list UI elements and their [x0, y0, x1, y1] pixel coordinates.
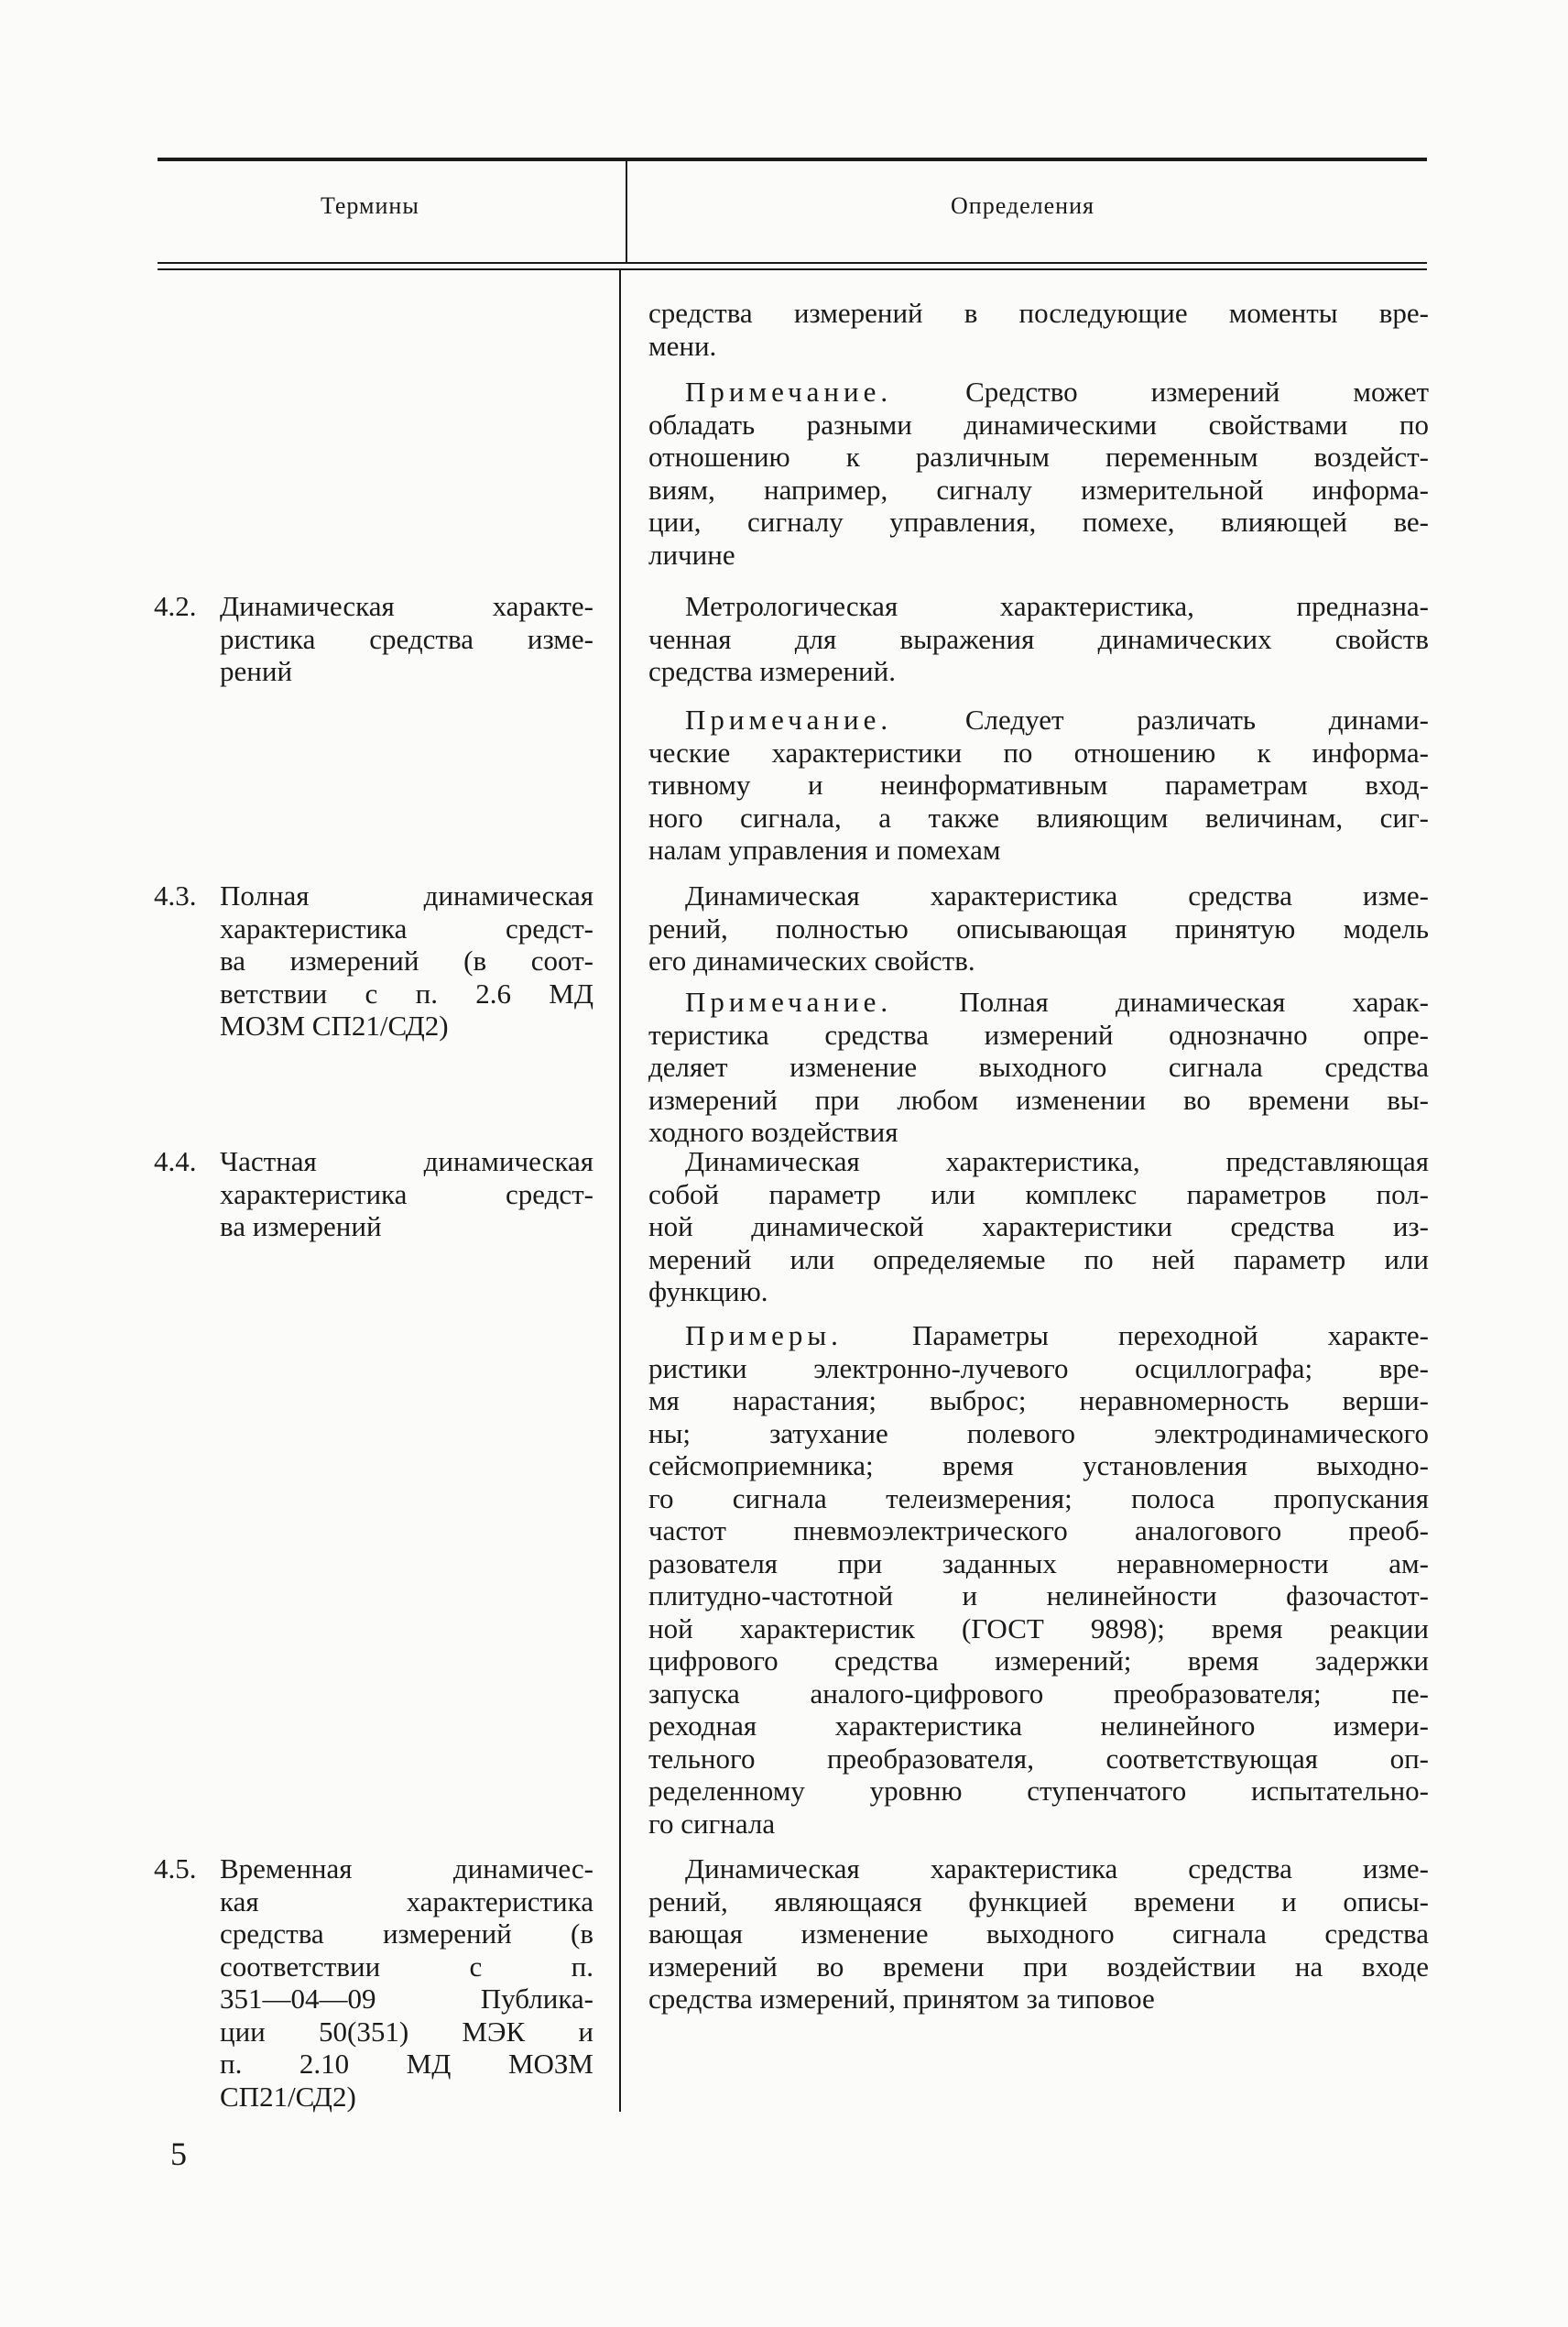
note-line: частот пневмоэлектрического аналогового преоб-	[648, 1514, 1429, 1546]
term-line: п. 2.10 МД МОЗМ	[220, 2048, 593, 2080]
term-4-3	[154, 879, 593, 1043]
def-line: ной динамической характеристики средства из-	[648, 1210, 1429, 1242]
note-line: сейсмоприемника; время установления выходно-	[648, 1449, 1429, 1481]
def-line: средства измерений.	[648, 655, 896, 687]
term-line: Частная динамическая	[220, 1145, 593, 1177]
term-number: 4.4.	[154, 1145, 197, 1177]
note-line: ходного воздействия	[648, 1116, 898, 1148]
note-line: обладать разными динамическими свойствами по	[648, 408, 1429, 441]
note-block	[648, 376, 1429, 571]
header-bottom-rule-double	[158, 268, 1427, 270]
note-line: налам управления и помехам	[648, 834, 1001, 866]
term-line: Полная динамическая	[220, 879, 593, 912]
definition-4-3	[648, 879, 1429, 978]
definition-continuation	[648, 297, 1429, 362]
note-4-3	[648, 986, 1429, 1149]
term-line: соответствии с п.	[220, 1950, 593, 1983]
def-line: Динамическая характеристика средства изме-	[685, 1852, 1429, 1885]
definition-4-2	[648, 590, 1429, 688]
examples-4-4	[648, 1319, 1429, 1840]
note-line: ределенному уровню ступенчатого испытательно-	[648, 1775, 1429, 1807]
note-line: разователя при заданных неравномерности ам-	[648, 1546, 1429, 1579]
def-line: ченная для выражения динамических свойств	[648, 622, 1429, 655]
term-line: ва измерений (в соот-	[220, 945, 593, 977]
def-line: измерений во времени при воздействии на входе	[648, 1950, 1429, 1983]
page-number: 5	[170, 2136, 187, 2172]
def-line: средства измерений, принятом за типовое	[648, 1983, 1155, 2015]
note-line: виям, например, сигналу измерительной информа-	[648, 473, 1429, 506]
note-line: Средство измерений может	[892, 376, 1429, 408]
term-4-2	[154, 590, 593, 688]
definition-4-4	[648, 1145, 1429, 1308]
term-line: характеристика средст-	[220, 912, 593, 945]
term-4-4	[154, 1145, 593, 1243]
def-line: Динамическая характеристика средства изме-	[685, 879, 1429, 912]
note-line: ного сигнала, а также влияющим величинам, сиг-	[648, 801, 1429, 834]
def-line: Метрологическая характеристика, предназна-	[685, 590, 1429, 622]
def-line: рений, полностью описывающая принятую модель	[648, 912, 1429, 945]
note-line: реходная характеристика нелинейного измери-	[648, 1710, 1429, 1742]
note-line: Параметры переходной характе-	[842, 1319, 1429, 1351]
note-line: плитудно-частотной и нелинейности фазочастот-	[648, 1579, 1429, 1611]
note-line: мя нарастания; выброс; неравномерность верши-	[648, 1384, 1429, 1416]
header-terms: Термины	[321, 192, 419, 219]
note-line: ции, сигналу управления, помехе, влияющей ве-	[648, 506, 1429, 538]
note-line: ны; затухание полевого электродинамического	[648, 1416, 1429, 1449]
term-line: Динамическая характе-	[220, 590, 593, 622]
note-line: ческие характеристики по отношению к информа-	[648, 736, 1429, 769]
note-line: Следует различать динами-	[892, 704, 1429, 736]
note-line: ной характеристик (ГОСТ 9898); время реакции	[648, 1611, 1429, 1644]
def-line: средства измерений в последующие моменты вре-	[648, 297, 1429, 329]
term-line: ции 50(351) МЭК и	[220, 2015, 593, 2048]
note-label: Примечание.	[685, 376, 893, 408]
term-line: МОЗМ СП21/СД2)	[220, 1010, 449, 1042]
def-line: Динамическая характеристика, представляющая	[685, 1145, 1429, 1177]
note-line: измерений при любом изменении во времени вы-	[648, 1083, 1429, 1116]
term-line: СП21/СД2)	[220, 2080, 356, 2113]
note-line: запуска аналого-цифрового преобразователя; пе-	[648, 1677, 1429, 1710]
note-line: тивному и неинформативным параметрам вход-	[648, 769, 1429, 801]
header-column-divider	[626, 161, 627, 262]
def-line: собой параметр или комплекс параметров пол-	[648, 1177, 1429, 1210]
definition-4-5	[648, 1852, 1429, 2016]
note-line: отношению к различным переменным воздейст-	[648, 441, 1429, 473]
note-line: теристика средства измерений однозначно опре-	[648, 1018, 1429, 1051]
term-number: 4.2.	[154, 590, 197, 622]
def-line: функцию.	[648, 1275, 768, 1307]
term-4-5	[154, 1852, 593, 2113]
note-line: ристики электронно-лучевого осциллографа; вре-	[648, 1351, 1429, 1384]
def-line: мерений или определяемые по ней параметр или	[648, 1242, 1429, 1275]
def-line: мени.	[648, 329, 717, 362]
term-line: 351—04—09 Публика-	[220, 1983, 593, 2015]
note-line: тельного преобразователя, соответствующая оп-	[648, 1742, 1429, 1775]
body-column-divider	[619, 270, 621, 2112]
term-line: ристика средства изме-	[220, 622, 593, 655]
note-line: Полная динамическая харак-	[892, 986, 1429, 1018]
note-line: личине	[648, 538, 735, 571]
note-label: Примечание.	[685, 986, 893, 1018]
term-number: 4.3.	[154, 879, 197, 912]
def-line: вающая изменение выходного сигнала средства	[648, 1917, 1429, 1950]
header-definitions: Определения	[951, 192, 1094, 219]
note-4-2	[648, 704, 1429, 867]
note-line: го сигнала телеизмерения; полоса пропускания	[648, 1481, 1429, 1514]
note-label: Примечание.	[685, 704, 893, 736]
top-rule	[158, 158, 1427, 161]
term-line: средства измерений (в	[220, 1917, 593, 1950]
term-line: кая характеристика	[220, 1885, 593, 1917]
term-line: Временная динамичес-	[220, 1852, 593, 1885]
term-line: характеристика средст-	[220, 1177, 593, 1210]
examples-label: Примеры.	[685, 1319, 843, 1351]
note-line: го сигнала	[648, 1807, 776, 1840]
header-bottom-rule	[158, 262, 1427, 264]
term-line: ва измерений	[220, 1210, 382, 1242]
def-line: его динамических свойств.	[648, 945, 975, 977]
note-line: цифрового средства измерений; время задержки	[648, 1644, 1429, 1677]
term-line: рений	[220, 655, 293, 687]
def-line: рений, являющаяся функцией времени и описы-	[648, 1885, 1429, 1917]
term-number: 4.5.	[154, 1852, 197, 1885]
note-line: деляет изменение выходного сигнала средства	[648, 1051, 1429, 1083]
term-line: ветствии с п. 2.6 МД	[220, 977, 593, 1010]
